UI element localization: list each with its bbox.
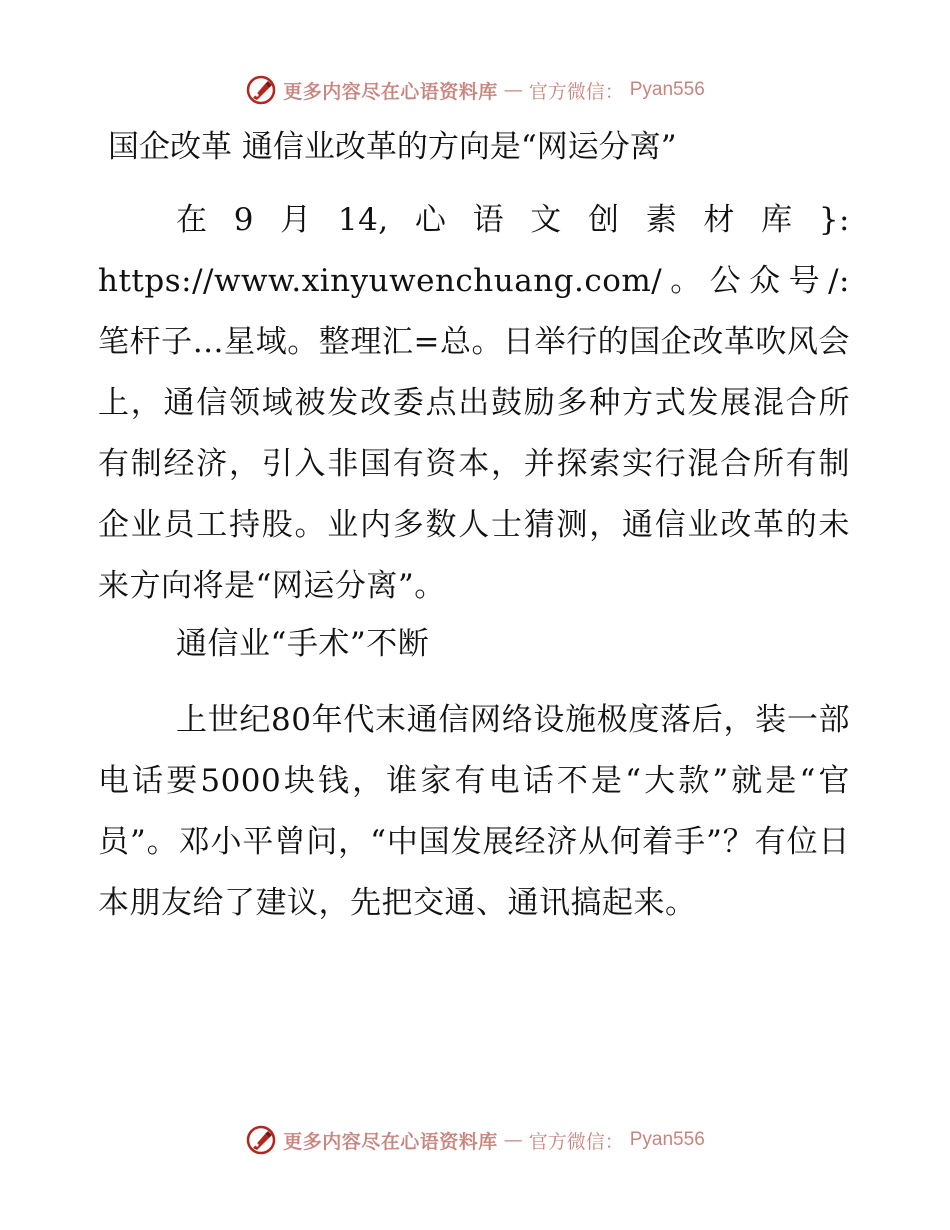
banner-promo-text: 更多内容尽在心语资料库	[283, 1130, 498, 1153]
banner-promo-text: 更多内容尽在心语资料库	[283, 80, 498, 103]
banner-separator: —	[503, 79, 523, 101]
paragraph-2-text: 上世纪80年代末通信网络设施极度落后，装一部电话要5000块钱，谁家有电话不是“大款”就是“官员”。邓小平曾问，“中国发展经济从何着手”？有位日本朋友给了建议，先把交通、通讯搞起来。	[98, 702, 850, 921]
paragraph-2	[98, 690, 850, 934]
header-banner	[0, 70, 950, 110]
banner-wechat-id: Pyan556	[629, 79, 705, 100]
section-heading-text: 通信业“手术”不断	[176, 626, 430, 662]
pen-nib-logo-icon	[245, 74, 277, 106]
banner-wechat-id: Pyan556	[629, 1129, 705, 1150]
document-title: 国企改革 通信业改革的方向是“网运分离”	[108, 129, 677, 165]
paragraph-1-text: 在9月14,心语文创素材库}: https://www.xinyuwenchuang.com/。公众号/: 笔杆子…星域。整理汇=总。日举行的国企改革吹风会上，通信领域被发改委点出鼓励多种方式发展混合所有制经济，引入非国有资本，并探索实行混合所有制企业员工持股。业内多数人士猜测，通信业改革的未来方向将是“网运分离”。	[98, 202, 850, 604]
banner-wechat-label: 官方微信：	[528, 80, 624, 103]
pen-nib-logo-icon	[245, 1124, 277, 1156]
footer-banner	[0, 1120, 950, 1160]
paragraph-1	[98, 190, 850, 617]
banner-wechat-label: 官方微信：	[528, 1130, 624, 1153]
section-heading	[98, 614, 850, 675]
banner-separator: —	[503, 1129, 523, 1151]
